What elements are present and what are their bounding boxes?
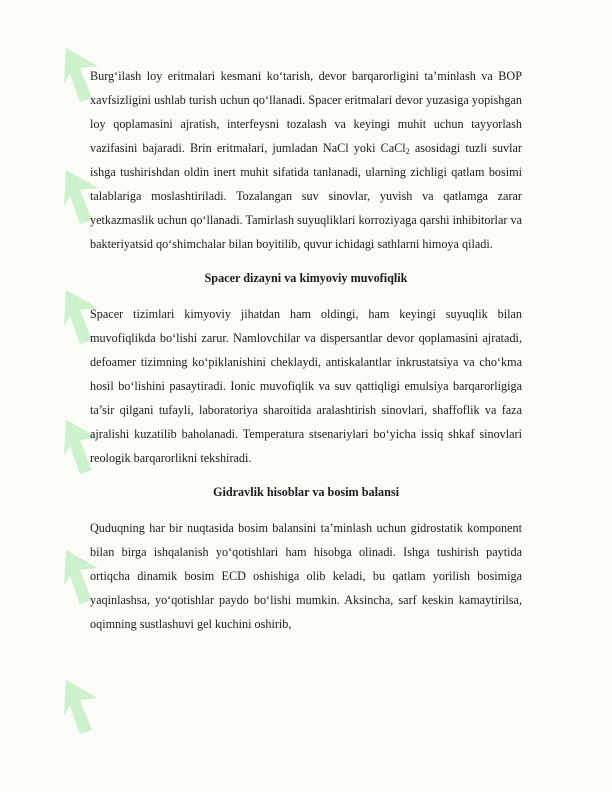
section-heading-1: Spacer dizayni va kimyoviy muvofiqlik xyxy=(204,271,408,285)
paragraph-3: Quduqning har bir nuqtasida bosim balansini ta’minlash uchun gidrostatik komponent bilan birga ishqalanish yo‘qotishlari ham hisobga olinadi. Ishga tushirish paytida ortiqcha dinamik bosim ECD oshishiga olib keladi, bu qatlam yorilish bosimiga yaqinlashsa, yo‘qotishlar paydo bo‘lishi mumkin. Aksincha, sarf keskin kamaytirilsa, oqimning sustlashuvi gel kuchini oshirib, xyxy=(90,521,522,631)
paragraph-2: Spacer tizimlari kimyoviy jihatdan ham oldingi, ham keyingi suyuqlik bilan muvofiqlikda bo‘lishi zarur. Namlovchilar va dispersantlar devor qoplamasini ajratadi, defoamer tizimning ko‘piklanishini cheklaydi, antiskalantlar inkrustatsiya va cho‘kma hosil bo‘lishini pasaytiradi. Ionic muvofiqlik va suv qattiqligi emulsiya barqarorligiga ta’sir qilgani tufayli, laboratoriya sharoitida aralashtirish sinovlari, shaffoflik va faza ajralishi kuzatilib baholanadi. Temperatura stsenariylari bo‘yicha issiq shkaf sinovlari reologik barqarorlikni tekshiradi. xyxy=(90,307,522,465)
paragraph-1-part-2: asosidagi tuzli suvlar ishga tushirishdan oldin inert muhit sifatida tanlanadi, ularning zichligi qatlam bosimi talablariga moslashtiriladi. Tozalangan suv sinovlar, yuvish va qatlamga zarar yetkazmaslik uchun qo‘llanadi. Tamirlash suyuqliklari korroziyaga qarshi inhibitorlar va bakteriyatsid qo‘shimchalar bilan boyitilib, quvur ichidagi sathlarni himoya qiladi. xyxy=(90,141,522,251)
document-page xyxy=(90,64,522,636)
paragraph-1 xyxy=(90,64,522,256)
paragraph-1-part-1: Burg‘ilash loy eritmalari kesmani ko‘tarish, devor barqarorligini ta’minlash va BOP xavfsizligini ushlab turish uchun qo‘llanadi. Spacer eritmalari devor yuzasiga yopishgan loy qoplamasini ajratish, interfeysni tozalash va keyingi muhit uchun tayyorlash vazifasini bajaradi. Brin eritmalari, jumladan NaCl yoki CaCl xyxy=(90,69,522,155)
subscript-2: 2 xyxy=(405,147,410,156)
section-heading-2: Gidravlik hisoblar va bosim balansi xyxy=(212,485,400,499)
